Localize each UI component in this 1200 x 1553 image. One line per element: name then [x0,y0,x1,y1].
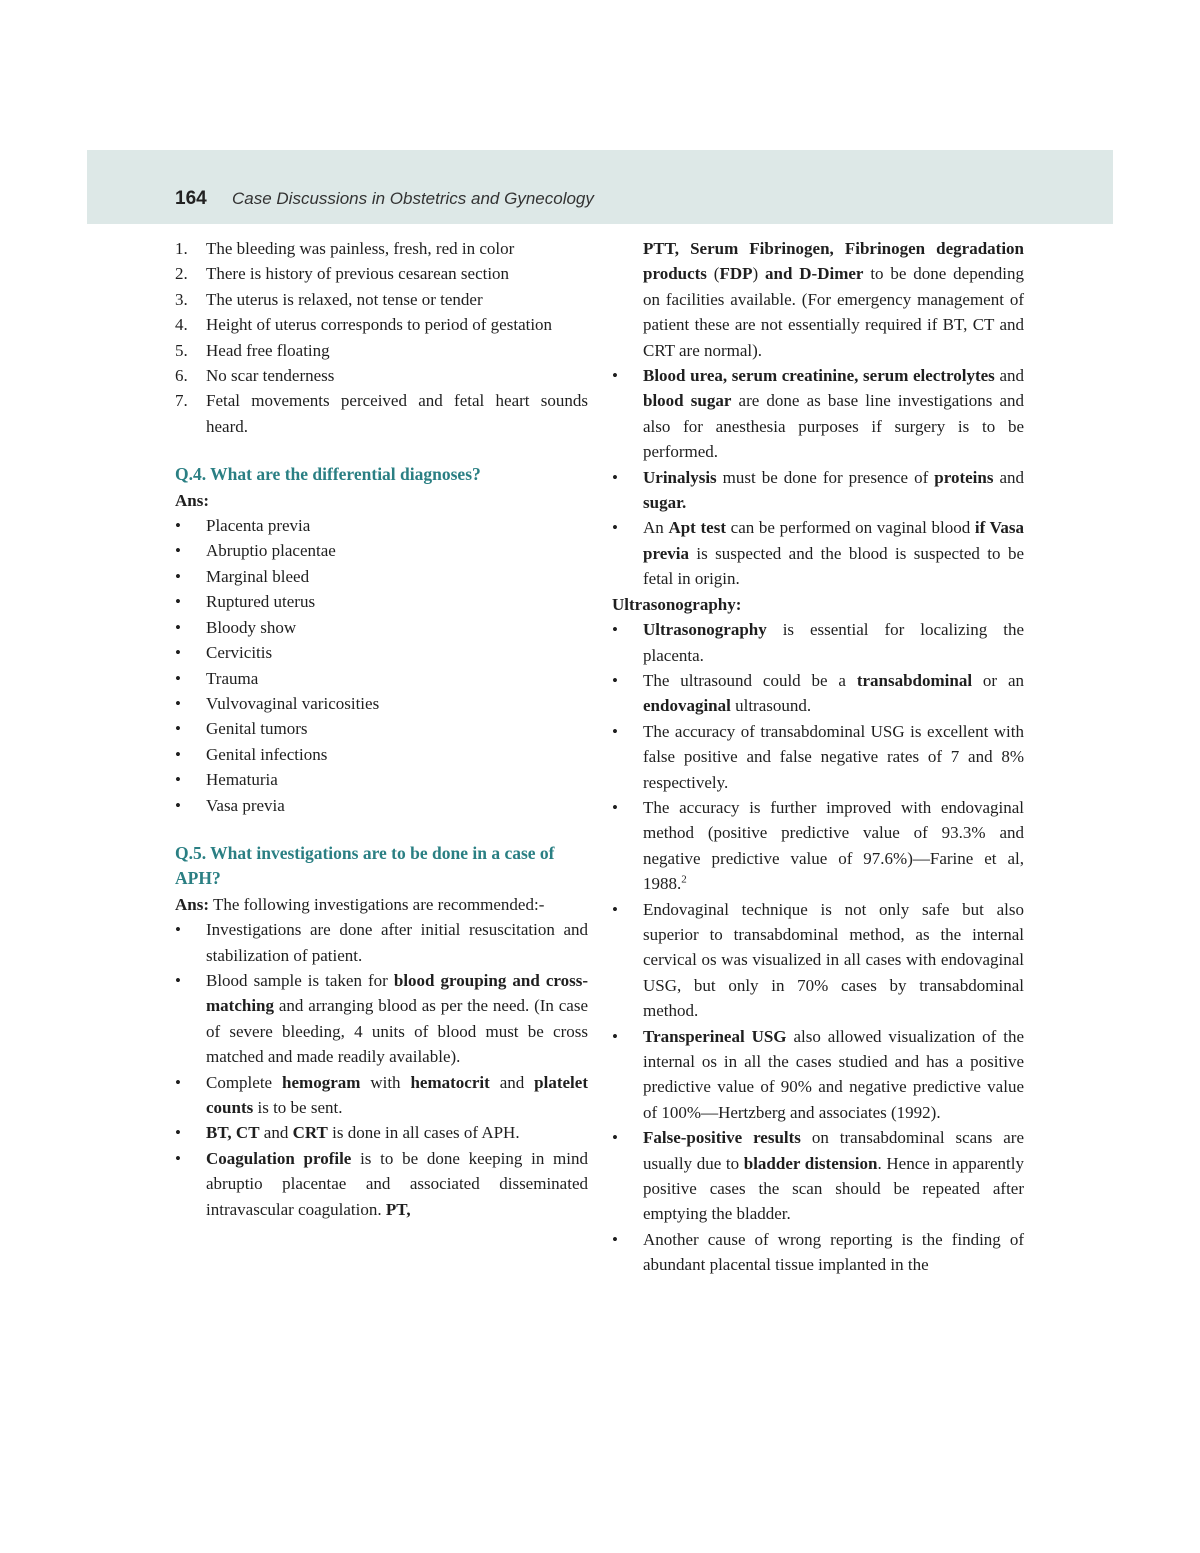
continued-list-item: PTT, Serum Fibrinogen, Fibrinogen degradation products (FDP) and D-Dimer to be done depending on facilities available. (For emergency management of patient these are not essentially required if BT, CT and CRT are normal). [643,239,1024,360]
list-item: • Ultrasonography is essential for localizing the placenta. [612,620,1024,665]
list-item: • Abruptio placentae [175,541,336,561]
list-item: 1. The bleeding was painless, fresh, red in color [175,239,515,258]
list-item: • Another cause of wrong reporting is the finding of abundant placental tissue implanted in the [612,1229,1024,1275]
list-item: • Urinalysis must be done for presence of proteins and sugar. [612,467,1024,513]
list-item: • Vasa previa [175,795,285,815]
list-item: • The accuracy is further improved with endovaginal method (positive predictive value of 93.3% and negative predictive value of 97.6%)—Farine et al, 1988.$^2$ [612,797,1024,894]
differential-list [175,513,588,818]
list-item: • Bloody show [175,617,297,637]
list-item: • Transperineal USG also allowed visualization of the internal os in all the cases studied and has a positive predictive value of 90% and negative predictive value of 100%—Hertzberg and associates (1992). [612,1026,1025,1122]
list-item: • Genital infections [175,744,328,764]
left-column [175,236,588,1222]
book-title: Case Discussions in Obstetrics and Gynecology [232,189,594,208]
list-item: • Cervicitis [175,643,273,663]
list-item: • Blood sample is taken for blood grouping and cross-matching and arranging blood as per the need. (In case of severe bleeding, 4 units of blood must be cross matched and made readily available). [175,970,588,1067]
list-item: • An Apt test can be performed on vaginal blood if Vasa previa is suspected and the blood is suspected to be fetal in origin. [612,518,1024,589]
page-number: 164 [175,188,207,209]
list-item: • Blood urea, serum creatinine, serum electrolytes and blood sugar are done as base line investigations and also for anesthesia purposes if surgery is to be performed. [612,366,1025,462]
list-item: 5. Head free floating [175,340,330,360]
list-item: • Placenta previa [175,516,311,536]
list-item: • BT, CT and CRT is done in all cases of APH. [175,1123,520,1143]
list-item: • Hematuria [175,770,278,790]
list-item: 4. Height of uterus corresponds to period of gestation [175,315,553,335]
list-item: 7. Fetal movements perceived and fetal heart sounds heard. [175,391,588,436]
answer-intro: Ans: The following investigations are recommended:- [175,894,545,914]
list-item: • Ruptured uterus [175,592,316,612]
list-item: 3. The uterus is relaxed, not tense or tender [175,289,483,309]
question-5-heading: Q.5. What investigations are to be done in a case of APH? [175,842,555,889]
running-header [87,150,1113,224]
list-item: • Genital tumors [175,719,308,739]
citation-superscript: 2 [681,873,687,886]
list-item: • Endovaginal technique is not only safe but also superior to transabdominal method, as the internal cervical os was visualized in all cases with endovaginal USG, but only in 70% cases by transabdominal method. [612,899,1024,1021]
list-item: • False-positive results on transabdominal scans are usually due to bladder distension. Hence in apparently positive cases the scan should be repeated after emptying the bladder. [612,1128,1024,1224]
list-item: • The ultrasound could be a transabdominal or an endovaginal ultrasound. [612,670,1024,716]
ultrasonography-heading: Ultrasonography: [612,594,742,614]
list-item: • Coagulation profile is to be done keeping in mind abruptio placentae and associated disseminated intravascular coagulation. PT, [175,1148,588,1219]
answer-label: Ans: [175,490,210,510]
right-column [612,236,1024,1278]
list-item: • Trauma [175,668,259,688]
list-item: • Vulvovaginal varicosities [175,693,380,713]
list-item: • Investigations are done after initial resuscitation and stabilization of patient. [175,920,588,965]
investigations-list [175,917,588,1222]
list-item: 2. There is history of previous cesarean section [175,264,510,284]
list-item: • Marginal bleed [175,566,310,586]
question-4-heading: Q.4. What are the differential diagnoses? [175,464,481,485]
findings-list [175,236,588,439]
list-item: 6. No scar tenderness [175,366,335,386]
list-item: • The accuracy of transabdominal USG is excellent with false positive and false negative rates of 7 and 8% respectively. [612,721,1024,792]
list-item: • Complete hemogram with hematocrit and platelet counts is to be sent. [175,1072,588,1117]
